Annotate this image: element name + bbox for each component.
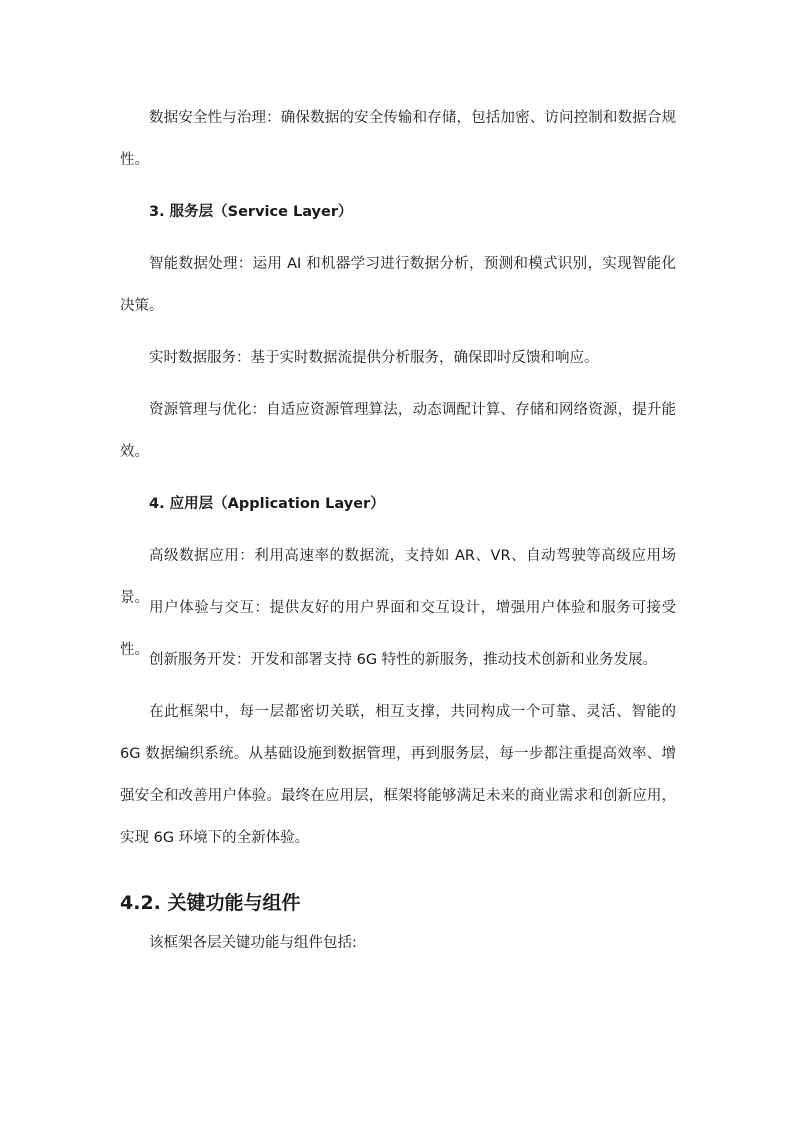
paragraph-innovation-service: 创新服务开发：开发和部署支持 6G 特性的新服务，推动技术创新和业务发展。: [149, 652, 658, 668]
section-heading-4-2: 4.2. 关键功能与组件: [120, 892, 301, 914]
paragraph-ai-processing: 智能数据处理：运用 AI 和机器学习进行数据分析，预测和模式识别，实现智能化决策。: [120, 256, 676, 314]
paragraph-realtime-service: 实时数据服务：基于实时数据流提供分析服务，确保即时反馈和响应。: [149, 350, 599, 366]
paragraph-resource-management: 资源管理与优化：自适应资源管理算法，动态调配计算、存储和网络资源，提升能效。: [120, 402, 676, 460]
heading-service-layer: 3. 服务层（Service Layer）: [149, 204, 353, 220]
paragraph-data-security: 数据安全性与治理：确保数据的安全传输和存储，包括加密、访问控制和数据合规性。: [120, 110, 676, 168]
paragraph-user-experience: 用户体验与交互：提供友好的用户界面和交互设计，增强用户体验和服务可接受性。: [120, 600, 676, 658]
paragraph-advanced-app: 高级数据应用：利用高速率的数据流，支持如 AR、VR、自动驾驶等高级应用场景。: [120, 548, 676, 606]
heading-application-layer: 4. 应用层（Application Layer）: [149, 496, 385, 512]
paragraph-summary: 在此框架中，每一层都密切关联，相互支撑，共同构成一个可靠、灵活、智能的 6G 数据编织系统。从基础设施到数据管理，再到服务层，每一步都注重提高效率、增强安全和改善用户体验。最终在应用层，框架将能够满足未来的商业需求和创新应用，实现 6G 环境下的全新体验。: [120, 704, 676, 846]
paragraph-intro-4-2: 该框架各层关键功能与组件包括:: [149, 935, 357, 951]
